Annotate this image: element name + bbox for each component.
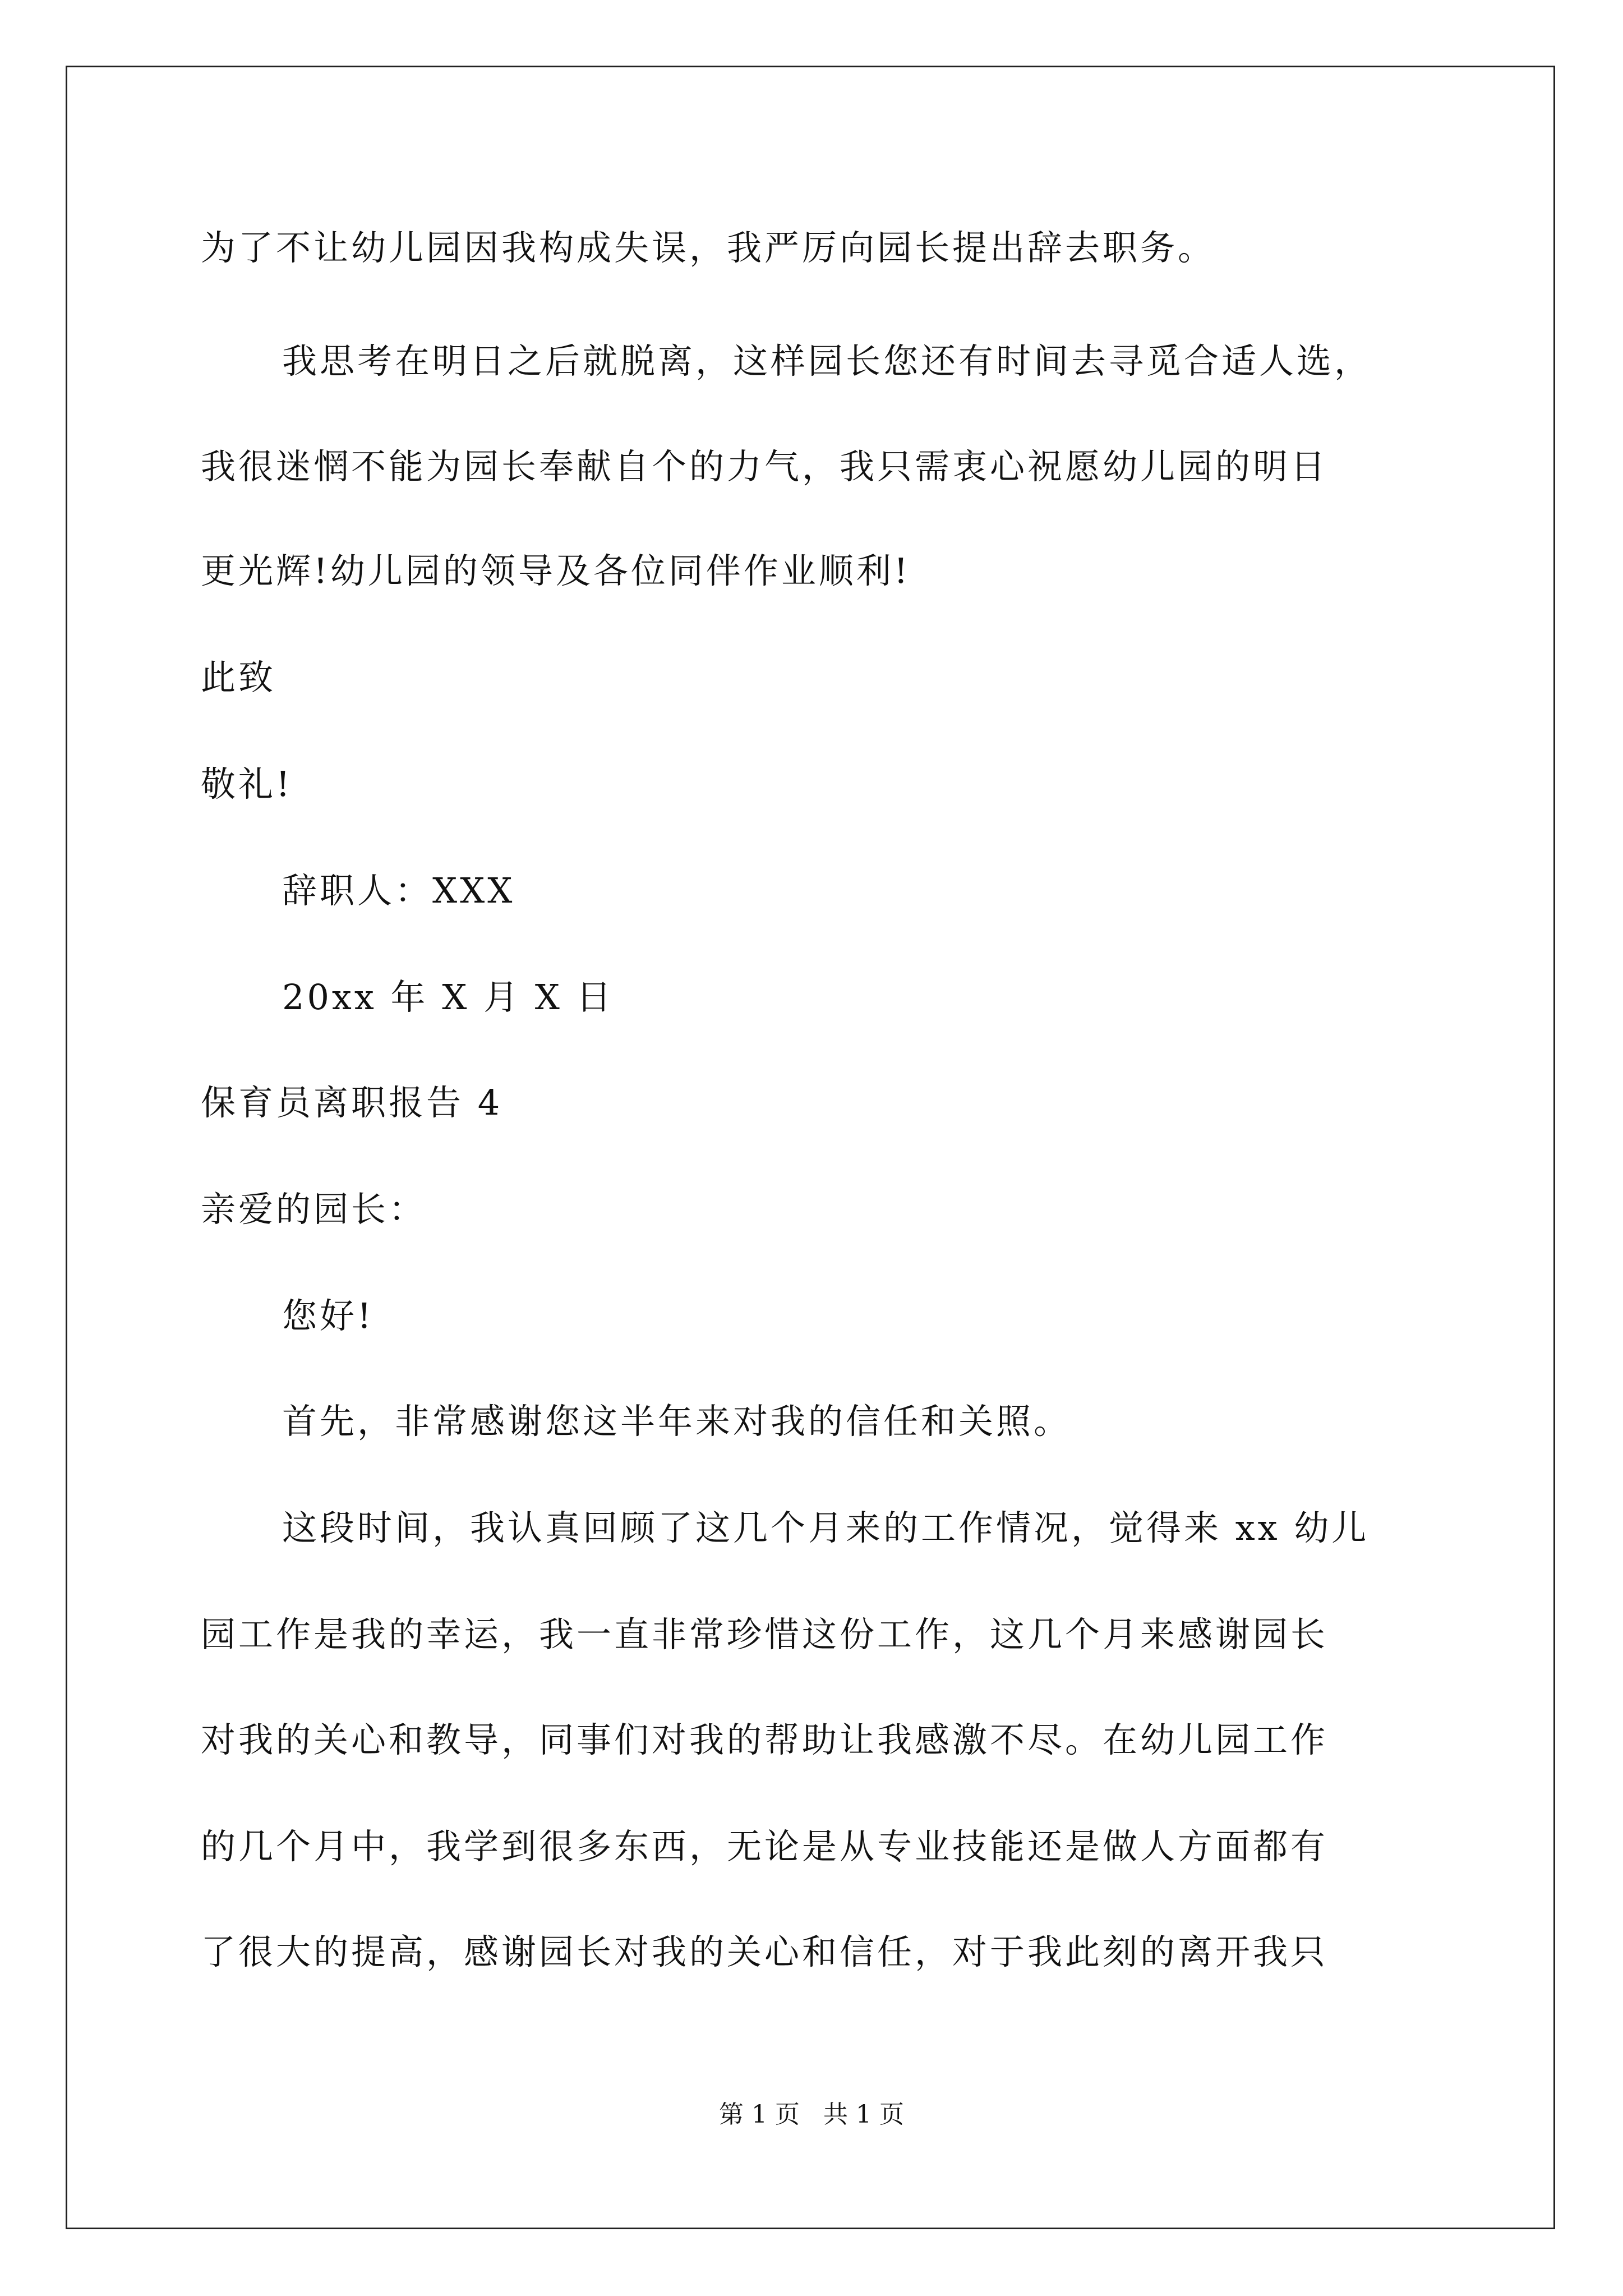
signature-line: 辞职人：XXX — [282, 870, 515, 911]
body-line: 这段时间，我认真回顾了这几个月来的工作情况，觉得来 xx 幼儿 — [282, 1507, 1370, 1548]
body-line: 更光辉!幼儿园的领导及各位同伴作业顺利! — [201, 550, 911, 591]
body-line: 了很大的提高，感谢园长对我的关心和信任，对于我此刻的离开我只 — [201, 1931, 1329, 1972]
body-line: 对我的关心和教导，同事们对我的帮助让我感激不尽。在幼儿园工作 — [201, 1719, 1329, 1760]
closing-line: 敬礼! — [201, 763, 293, 804]
section-title: 保育员离职报告 4 — [201, 1082, 503, 1123]
page-border — [66, 66, 1555, 2229]
closing-line: 此致 — [201, 657, 276, 698]
greeting: 您好! — [282, 1295, 374, 1336]
body-line: 的几个月中，我学到很多东西，无论是从专业技能还是做人方面都有 — [201, 1826, 1329, 1867]
date-line: 20xx 年 X 月 X 日 — [282, 977, 614, 1018]
body-line: 我很迷惘不能为园长奉献自个的力气，我只需衷心祝愿幼儿园的明日 — [201, 446, 1329, 487]
body-line: 首先，非常感谢您这半年来对我的信任和关照。 — [282, 1401, 1072, 1442]
salutation: 亲爱的园长： — [201, 1189, 427, 1230]
body-line: 我思考在明日之后就脱离，这样园长您还有时间去寻觅合适人选， — [282, 341, 1372, 381]
page-number-footer: 第 1 页 共 1 页 — [719, 2100, 904, 2129]
body-line: 园工作是我的幸运，我一直非常珍惜这份工作，这几个月来感谢园长 — [201, 1614, 1329, 1655]
body-line: 为了不让幼儿园因我构成失误，我严厉向园长提出辞去职务。 — [201, 227, 1216, 268]
